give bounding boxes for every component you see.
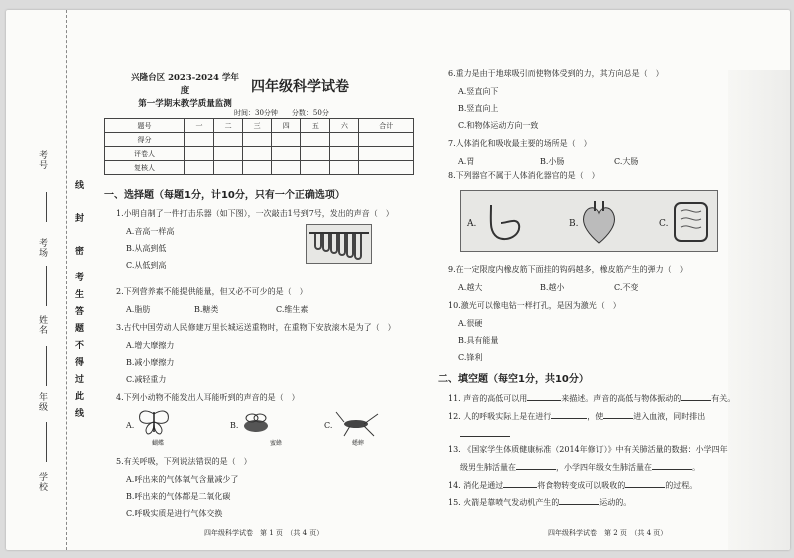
- class-label: 年级: [37, 392, 47, 412]
- cricket-icon: [334, 410, 382, 438]
- q1-option-b[interactable]: B.从高到低: [126, 244, 167, 253]
- q1-option-c[interactable]: C.从低到高: [126, 261, 167, 270]
- binding-strip: [6, 10, 94, 550]
- score-header-cell: 三: [243, 119, 272, 133]
- q3-option-c[interactable]: C.减轻重力: [126, 375, 167, 384]
- q2-stem: 2.下列营养素不能提供能量，但又必不可少的是（ ）: [116, 287, 308, 296]
- q7-option-b[interactable]: B.小肠: [540, 157, 565, 166]
- q14: [448, 479, 697, 491]
- q13-line1: 13. 《国家学生体质健康标准（2014年修订）》中有关肺活量的数据：小学四年: [448, 445, 728, 454]
- score-cell[interactable]: [243, 161, 272, 175]
- esophagus-stomach-icon: [483, 201, 527, 245]
- table-row: [105, 133, 414, 147]
- score-cell[interactable]: [359, 147, 414, 161]
- q15-blank-1[interactable]: [559, 496, 599, 505]
- q13-blank-2[interactable]: [652, 461, 692, 470]
- next-page-edge: [728, 70, 790, 550]
- school-label: 学校: [37, 472, 47, 492]
- q4-option-a[interactable]: A.: [126, 421, 135, 430]
- organs-image: [460, 190, 718, 252]
- score-header-cell: 四: [272, 119, 301, 133]
- score-header-cell: 一: [184, 119, 213, 133]
- q11-blank-2[interactable]: [681, 392, 711, 401]
- q11: [448, 392, 735, 404]
- score-cell[interactable]: [272, 133, 301, 147]
- score-header-cell: 二: [214, 119, 243, 133]
- intestine-icon: [671, 199, 711, 245]
- bee-icon: [238, 412, 274, 436]
- q6-option-c[interactable]: C.和物体运动方向一致: [458, 121, 539, 130]
- score-cell[interactable]: [330, 147, 359, 161]
- score-header-cell: 合计: [359, 119, 414, 133]
- q10-option-c[interactable]: C.锋利: [458, 353, 483, 362]
- score-cell[interactable]: [214, 161, 243, 175]
- q3-option-a[interactable]: A.增大摩擦力: [126, 341, 175, 350]
- q13-text: ，小学四年级女生肺活量在: [556, 463, 652, 472]
- score-table: [104, 118, 414, 175]
- q14-text: 14. 消化是通过: [448, 481, 504, 490]
- q6-option-b[interactable]: B.竖直向上: [458, 104, 499, 113]
- q14-blank-2[interactable]: [625, 479, 665, 488]
- score-cell[interactable]: [214, 133, 243, 147]
- q4-stem: 4.下列小动物不能发出人耳能听到的声音的是（ ）: [116, 393, 300, 402]
- score-cell[interactable]: [301, 161, 330, 175]
- q4-caption-a: 蝴蝶: [152, 440, 165, 447]
- score-cell[interactable]: [243, 133, 272, 147]
- score-cell[interactable]: [330, 133, 359, 147]
- score-cell[interactable]: [359, 161, 414, 175]
- q9-option-b[interactable]: B.越小: [540, 283, 565, 292]
- room-label: 考场: [37, 238, 47, 258]
- score-table-header: [105, 119, 414, 133]
- q11-text: 有关。: [711, 394, 736, 403]
- q4-option-b[interactable]: B.: [230, 421, 239, 430]
- q5-option-b[interactable]: B.呼出来的气体都是二氧化碳: [126, 492, 231, 501]
- name-label: 姓名: [37, 315, 47, 335]
- score-header-cell: 六: [330, 119, 359, 133]
- q8-option-c[interactable]: C.: [659, 219, 669, 229]
- q13-text: 。: [692, 463, 700, 472]
- q7-option-a[interactable]: A.胃: [458, 157, 475, 166]
- butterfly-icon: [136, 408, 172, 438]
- q11-blank-1[interactable]: [527, 392, 561, 401]
- table-row: [105, 147, 414, 161]
- table-row: [105, 161, 414, 175]
- q12-text: 进入血液，同时排出: [633, 412, 706, 421]
- q12-blank-1[interactable]: [551, 410, 587, 419]
- q5-option-c[interactable]: C.呼吸实质是进行气体交换: [126, 509, 223, 518]
- class-line: [46, 422, 47, 462]
- exam-no-line: [46, 192, 47, 222]
- q9-stem: 9.在一定限度内橡皮筋下面挂的钩码越多，橡皮筋产生的弹力（ ）: [448, 265, 688, 274]
- row-label: 评卷人: [105, 147, 185, 161]
- q11-text: 来描述。声音的高低与物体振动的: [561, 394, 682, 403]
- score-cell[interactable]: [272, 147, 301, 161]
- q6-option-a[interactable]: A.竖直向下: [458, 87, 499, 96]
- q2-option-a[interactable]: A.脂肪: [126, 305, 151, 314]
- score-cell[interactable]: [330, 161, 359, 175]
- q12-text: 12. 人的呼吸实际上是在进行: [448, 412, 552, 421]
- q8-stem: 8.下列器官不属于人体消化器官的是（ ）: [448, 171, 600, 180]
- q15-text: 运动的。: [599, 498, 632, 507]
- q15: [448, 496, 631, 508]
- seal-line: [66, 10, 67, 550]
- q8-option-a[interactable]: A.: [467, 219, 477, 229]
- seal-text: 线封密: [73, 180, 83, 279]
- heart-icon: [579, 199, 619, 245]
- section2-title: 二、填空题（每空1分，共10分）: [438, 374, 589, 385]
- exam-no-label: 考号: [37, 150, 47, 170]
- q3-stem: 3.古代中国劳动人民修建万里长城运送重物时，在重物下安放滚木是为了（ ）: [116, 323, 396, 332]
- score-cell[interactable]: [301, 133, 330, 147]
- footer-left: 四年级科学试卷 第 1 页 （共 4 页）: [204, 529, 324, 537]
- exam-meta: 时间：30分钟 分数：50分: [234, 109, 329, 117]
- row-label: 得分: [105, 133, 185, 147]
- score-cell[interactable]: [184, 161, 213, 175]
- q10-option-a[interactable]: A.很硬: [458, 319, 483, 328]
- footer-right: 四年级科学试卷 第 2 页 （共 4 页）: [548, 529, 668, 537]
- q3-option-b[interactable]: B.减小摩擦力: [126, 358, 175, 367]
- score-cell[interactable]: [243, 147, 272, 161]
- q13-blank-1[interactable]: [516, 461, 556, 470]
- score-cell[interactable]: [272, 161, 301, 175]
- page-title: 四年级科学试卷: [251, 79, 349, 95]
- q12: [448, 410, 705, 422]
- q1-option-a[interactable]: A.音高一样高: [126, 227, 175, 236]
- exam-paper: [6, 10, 790, 550]
- q11-text: 11. 声音的高低可以用: [448, 394, 528, 403]
- q6-stem: 6.重力是由于地球吸引而使物体受到的力，其方向总是（ ）: [448, 69, 664, 78]
- q10-stem: 10.激光可以像电钻一样打孔，是因为激光（ ）: [448, 301, 621, 310]
- q7-option-c[interactable]: C.大肠: [614, 157, 639, 166]
- q14-text: 将食物转变成可以吸收的: [537, 481, 626, 490]
- header-org: [129, 72, 241, 111]
- q4-caption-b: 蜜蜂: [270, 440, 283, 447]
- q15-text: 15. 火箭是靠喷气发动机产生的: [448, 498, 560, 507]
- score-cell[interactable]: [214, 147, 243, 161]
- q5-stem: 5.有关呼吸，下列说法错误的是（ ）: [116, 457, 252, 466]
- q5-option-a[interactable]: A.呼出来的气体氧气含量减少了: [126, 475, 239, 484]
- room-line: [46, 266, 47, 306]
- q12-blank-2[interactable]: [603, 410, 633, 419]
- q9-option-c[interactable]: C.不变: [614, 283, 639, 292]
- q10-option-b[interactable]: B.具有能量: [458, 336, 499, 345]
- score-cell[interactable]: [184, 147, 213, 161]
- xylophone-icon: [307, 225, 371, 263]
- score-cell[interactable]: [359, 133, 414, 147]
- score-header-cell: 五: [301, 119, 330, 133]
- row-label: 复核人: [105, 161, 185, 175]
- xylophone-image: [306, 224, 372, 264]
- q14-text: 的过程。: [665, 481, 698, 490]
- score-header-cell: 题号: [105, 119, 185, 133]
- q2-option-b[interactable]: B.糖类: [194, 305, 219, 314]
- q9-option-a[interactable]: A.越大: [458, 283, 483, 292]
- name-line: [46, 346, 47, 386]
- q4-option-c[interactable]: C.: [324, 421, 333, 430]
- q1-stem: 1.小明自制了一件打击乐器（如下图），一次敲击1号到7号，发出的声音（ ）: [116, 209, 394, 218]
- q14-blank-1[interactable]: [503, 479, 537, 488]
- q7-stem: 7.人体消化和吸收最主要的场所是（ ）: [448, 139, 592, 148]
- org-line-2: 第一学期末教学质量监测: [138, 99, 232, 109]
- binding-warning: 考生答题不得过此线: [73, 272, 83, 425]
- org-line-1: 兴隆台区 2023-2024 学年度: [131, 73, 239, 96]
- q12-text: ，使: [587, 412, 604, 421]
- section1-title: 一、选择题（每题1分，计10分，只有一个正确选项）: [104, 190, 345, 201]
- q8-option-b[interactable]: B.: [569, 219, 579, 229]
- q12-blank-3[interactable]: [460, 428, 510, 437]
- q13-line2: [460, 461, 700, 473]
- q13-text: 级男生肺活量在: [460, 463, 516, 472]
- score-cell[interactable]: [301, 147, 330, 161]
- q4-caption-c: 蟋蟀: [352, 440, 365, 447]
- q2-option-c[interactable]: C.维生素: [276, 305, 309, 314]
- score-cell[interactable]: [184, 133, 213, 147]
